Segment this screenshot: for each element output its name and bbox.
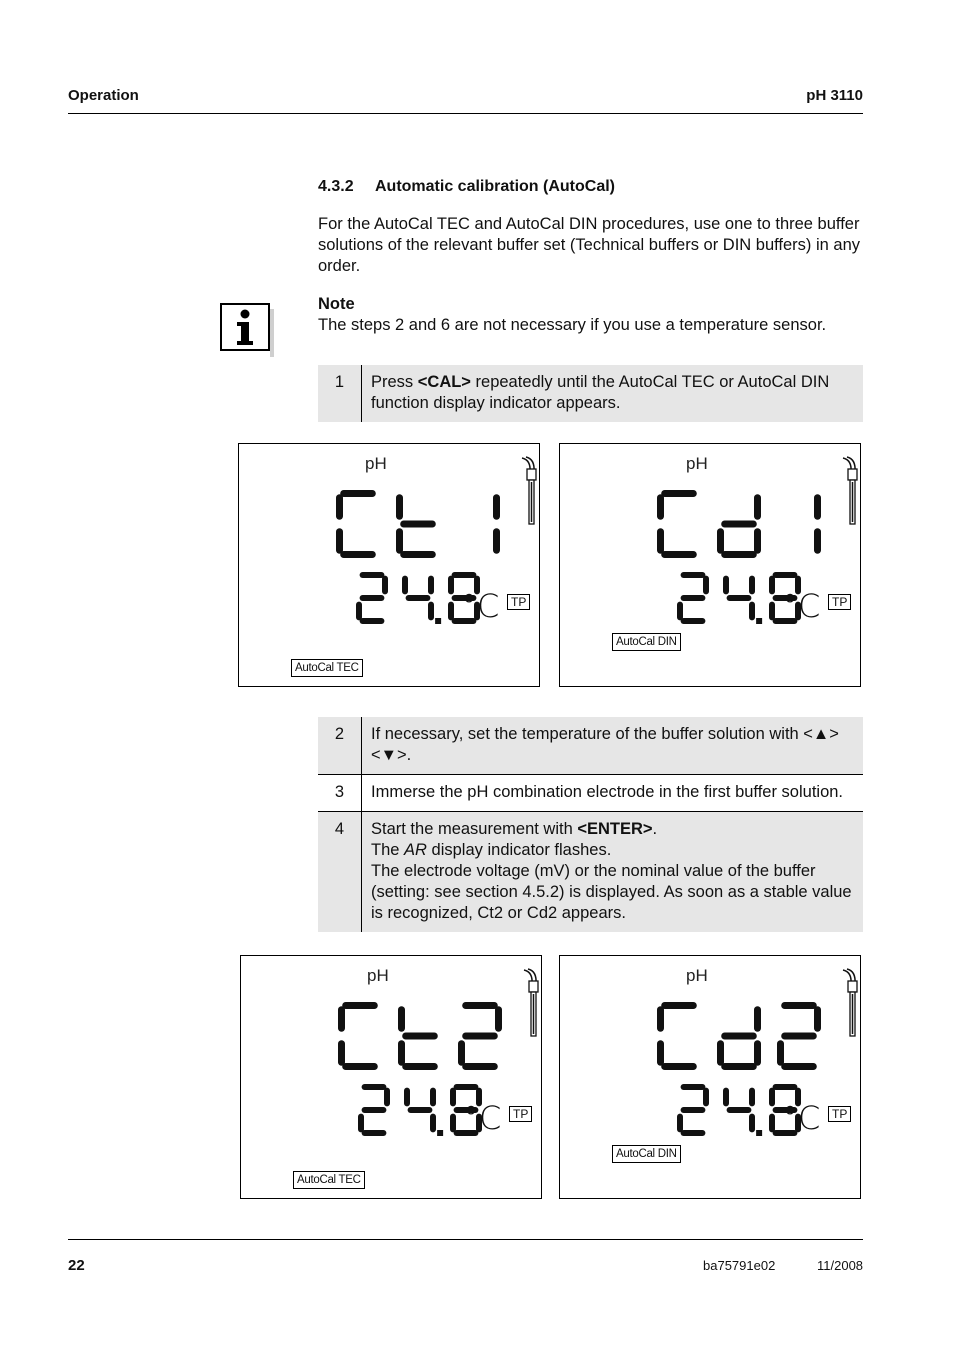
lcd-segment-b (382, 576, 388, 595)
lcd-segment-e (450, 1114, 456, 1133)
lcd-segment-d (721, 1063, 757, 1070)
lcd-segment-d (462, 1063, 498, 1070)
lcd-segment-a (681, 572, 706, 578)
lcd-segment-f (769, 1088, 775, 1107)
lcd-segment-a (773, 572, 798, 578)
lcd-segment-e (677, 1114, 683, 1133)
lcd-segment-a (362, 1084, 387, 1090)
lcd-segment-a (462, 1002, 498, 1009)
lcd-main-digit (398, 1006, 438, 1070)
lcd-segments (560, 444, 860, 686)
lcd-segment-e (448, 602, 454, 621)
lcd-main-digit (814, 494, 821, 554)
lcd-temp-decimal-point (437, 1130, 443, 1136)
lcd-segment-f (396, 494, 403, 520)
lcd-segment-g (402, 1033, 438, 1040)
step-number: 1 (318, 365, 362, 422)
lcd-segment-a (781, 1002, 817, 1009)
lcd-display-cd1 (559, 443, 861, 687)
lcd-tp-indicator: TP (828, 594, 851, 610)
lcd-segment-d (661, 1063, 697, 1070)
lcd-segment-a (342, 1002, 378, 1009)
lcd-segment-b (749, 1088, 755, 1107)
section-number: 4.3.2 (318, 178, 354, 195)
lcd-segment-f (723, 576, 729, 595)
step-text: Immerse the pH combination electrode in the first buffer solution. (362, 775, 864, 812)
lcd-segment-b (754, 494, 761, 520)
lcd-segment-g (362, 1107, 387, 1113)
lcd-segment-f (448, 576, 454, 595)
lcd-segment-f (338, 1006, 345, 1032)
step-row (318, 717, 863, 775)
section-title: Automatic calibration (AutoCal) (375, 178, 616, 195)
lcd-temp-digit (723, 1088, 755, 1133)
lcd-segment-e (458, 1040, 465, 1066)
lcd-segment-e (398, 1040, 405, 1066)
lcd-segment-g (681, 595, 706, 601)
lcd-segment-g (406, 595, 431, 601)
lcd-segment-a (340, 490, 376, 497)
lcd-temp-decimal-point (756, 618, 762, 624)
note-title: Note (318, 295, 355, 313)
lcd-segment-g (721, 521, 757, 528)
lcd-segment-d (400, 551, 436, 558)
step-row (318, 775, 863, 812)
lcd-segment-g (408, 1107, 433, 1113)
lcd-segment-e (336, 528, 343, 554)
lcd-segment-c (754, 1040, 761, 1066)
steps-table-1 (318, 365, 863, 422)
lcd-unit-label: pH (367, 966, 389, 985)
step-number: 4 (318, 812, 362, 933)
electrode-icon (843, 969, 857, 1036)
document-date: 11/2008 (817, 1258, 864, 1273)
page-number: 22 (68, 1257, 85, 1274)
lcd-segment-b (428, 576, 434, 595)
lcd-segment-e (717, 528, 724, 554)
lcd-temp-digit (402, 576, 434, 621)
step-text: If necessary, set the temperature of the buffer solution with <▲><▼>. (362, 717, 864, 775)
lcd-mode-indicator: AutoCal TEC (291, 659, 363, 677)
lcd-segment-f (657, 1006, 664, 1032)
lcd-segment-b (814, 1006, 821, 1032)
lcd-temp-unit: °C (463, 1099, 502, 1137)
header-section: Operation (68, 87, 139, 104)
lcd-main-digit (777, 1002, 821, 1070)
ar-indicator: AR (404, 841, 427, 859)
lcd-display-cd2 (559, 955, 861, 1199)
lcd-tp-indicator: TP (509, 1106, 532, 1122)
lcd-main-digit (458, 1002, 502, 1070)
lcd-segment-c (430, 1114, 436, 1133)
lcd-segment-b (384, 1088, 390, 1107)
lcd-temp-unit: °C (782, 1099, 821, 1137)
lcd-segment-e (769, 602, 775, 621)
lcd-unit-label: pH (365, 454, 387, 473)
lcd-segment-f (450, 1088, 456, 1107)
lcd-unit-label: pH (686, 966, 708, 985)
lcd-segment-d (661, 551, 697, 558)
lcd-temp-digit (358, 1084, 390, 1136)
lcd-mode-indicator: AutoCal DIN (612, 633, 681, 651)
lcd-segment-g (462, 1033, 498, 1040)
lcd-temp-decimal-point (756, 1130, 762, 1136)
lcd-display-ct2 (240, 955, 542, 1199)
document-id: ba75791e02 (703, 1258, 776, 1273)
lcd-segment-f (402, 576, 408, 595)
lcd-main-digit (657, 1002, 697, 1070)
lcd-main-digit (396, 494, 436, 558)
lcd-segment-d (781, 1063, 817, 1070)
lcd-temp-decimal-point (435, 618, 441, 624)
step-number: 2 (318, 717, 362, 775)
step-text: Start the measurement with <ENTER>. The AR display indicator flashes. The electrode voltage (mV) or the nominal value of the buffer (setting: see section 4.5.2) is displayed. As soon as a stable value is recognized, Ct2 or Cd2 appears. (362, 812, 864, 933)
lcd-segment-g (721, 1033, 757, 1040)
lcd-segment-e (396, 528, 403, 554)
lcd-segment-a (773, 1084, 798, 1090)
lcd-segment-f (336, 494, 343, 520)
lcd-segment-b (430, 1088, 436, 1107)
lcd-segment-a (661, 1002, 697, 1009)
lcd-main-digit (338, 1002, 378, 1070)
lcd-segment-c (754, 528, 761, 554)
note-text: The steps 2 and 6 are not necessary if you use a temperature sensor. (318, 316, 827, 334)
footer-rule (68, 1239, 863, 1240)
lcd-segments (560, 956, 860, 1198)
lcd-segment-c (814, 528, 821, 554)
section-heading (318, 178, 615, 196)
lcd-segment-f (398, 1006, 405, 1032)
lcd-segment-g (681, 1107, 706, 1113)
lcd-segments (241, 956, 541, 1198)
lcd-segment-f (404, 1088, 410, 1107)
lcd-mode-indicator: AutoCal TEC (293, 1171, 365, 1189)
lcd-temp-digit (677, 1084, 709, 1136)
lcd-main-digit (717, 1006, 761, 1070)
lcd-temp-unit: °C (782, 587, 821, 625)
step-number: 3 (318, 775, 362, 812)
lcd-segment-c (749, 602, 755, 621)
lcd-temp-digit (677, 572, 709, 624)
intro-paragraph: For the AutoCal TEC and AutoCal DIN procedures, use one to three buffer solutions of the relevant buffer set (Technical buffers or DIN buffers) in any order. (318, 215, 861, 275)
lcd-segment-g (360, 595, 385, 601)
enter-key: <ENTER> (577, 820, 653, 838)
cal-key: <CAL> (417, 373, 471, 391)
lcd-segment-e (717, 1040, 724, 1066)
lcd-segment-a (661, 490, 697, 497)
info-icon (220, 303, 270, 351)
lcd-segment-g (400, 521, 436, 528)
lcd-segment-b (703, 576, 709, 595)
lcd-unit-label: pH (686, 454, 708, 473)
lcd-segment-a (360, 572, 385, 578)
lcd-segment-c (493, 528, 500, 554)
lcd-temp-digit (723, 576, 755, 621)
lcd-segment-d (342, 1063, 378, 1070)
lcd-segment-g (727, 595, 752, 601)
lcd-segment-e (769, 1114, 775, 1133)
lcd-segment-d (681, 618, 706, 624)
lcd-segment-b (493, 494, 500, 520)
steps-table-2 (318, 717, 863, 932)
lcd-segment-e (677, 602, 683, 621)
lcd-main-digit (657, 490, 697, 558)
lcd-segment-d (402, 1063, 438, 1070)
lcd-segment-d (340, 551, 376, 558)
lcd-segment-d (721, 551, 757, 558)
lcd-segment-e (657, 528, 664, 554)
lcd-segment-g (727, 1107, 752, 1113)
lcd-segment-f (769, 576, 775, 595)
lcd-segment-d (360, 618, 385, 624)
lcd-segment-f (723, 1088, 729, 1107)
lcd-segment-a (452, 572, 477, 578)
electrode-icon (843, 457, 857, 524)
lcd-segment-b (495, 1006, 502, 1032)
lcd-segment-e (358, 1114, 364, 1133)
lcd-segment-e (338, 1040, 345, 1066)
lcd-temp-unit: °C (461, 587, 500, 625)
header-model: pH 3110 (806, 87, 863, 104)
lcd-segment-d (362, 1130, 387, 1136)
lcd-segment-b (703, 1088, 709, 1107)
lcd-segment-a (681, 1084, 706, 1090)
lcd-tp-indicator: TP (828, 1106, 851, 1122)
step-text: Press <CAL> repeatedly until the AutoCal TEC or AutoCal DIN function display indicator appears. (362, 365, 864, 422)
lcd-segment-b (754, 1006, 761, 1032)
lcd-temp-digit (356, 572, 388, 624)
lcd-segment-e (657, 1040, 664, 1066)
lcd-segment-f (657, 494, 664, 520)
lcd-segment-e (777, 1040, 784, 1066)
lcd-segment-c (749, 1114, 755, 1133)
lcd-main-digit (493, 494, 500, 554)
lcd-segment-g (781, 1033, 817, 1040)
step-row (318, 812, 863, 933)
lcd-mode-indicator: AutoCal DIN (612, 1145, 681, 1163)
lcd-segment-b (749, 576, 755, 595)
lcd-display-ct1 (238, 443, 540, 687)
lcd-segments (239, 444, 539, 686)
electrode-icon (524, 969, 538, 1036)
lcd-temp-digit (404, 1088, 436, 1133)
lcd-tp-indicator: TP (507, 594, 530, 610)
lcd-main-digit (717, 494, 761, 558)
lcd-segment-c (428, 602, 434, 621)
lcd-segment-b (814, 494, 821, 520)
lcd-main-digit (336, 490, 376, 558)
electrode-icon (522, 457, 536, 524)
header-rule (68, 113, 863, 114)
lcd-segment-d (681, 1130, 706, 1136)
step-row (318, 365, 863, 422)
lcd-segment-a (454, 1084, 479, 1090)
lcd-segment-e (356, 602, 362, 621)
